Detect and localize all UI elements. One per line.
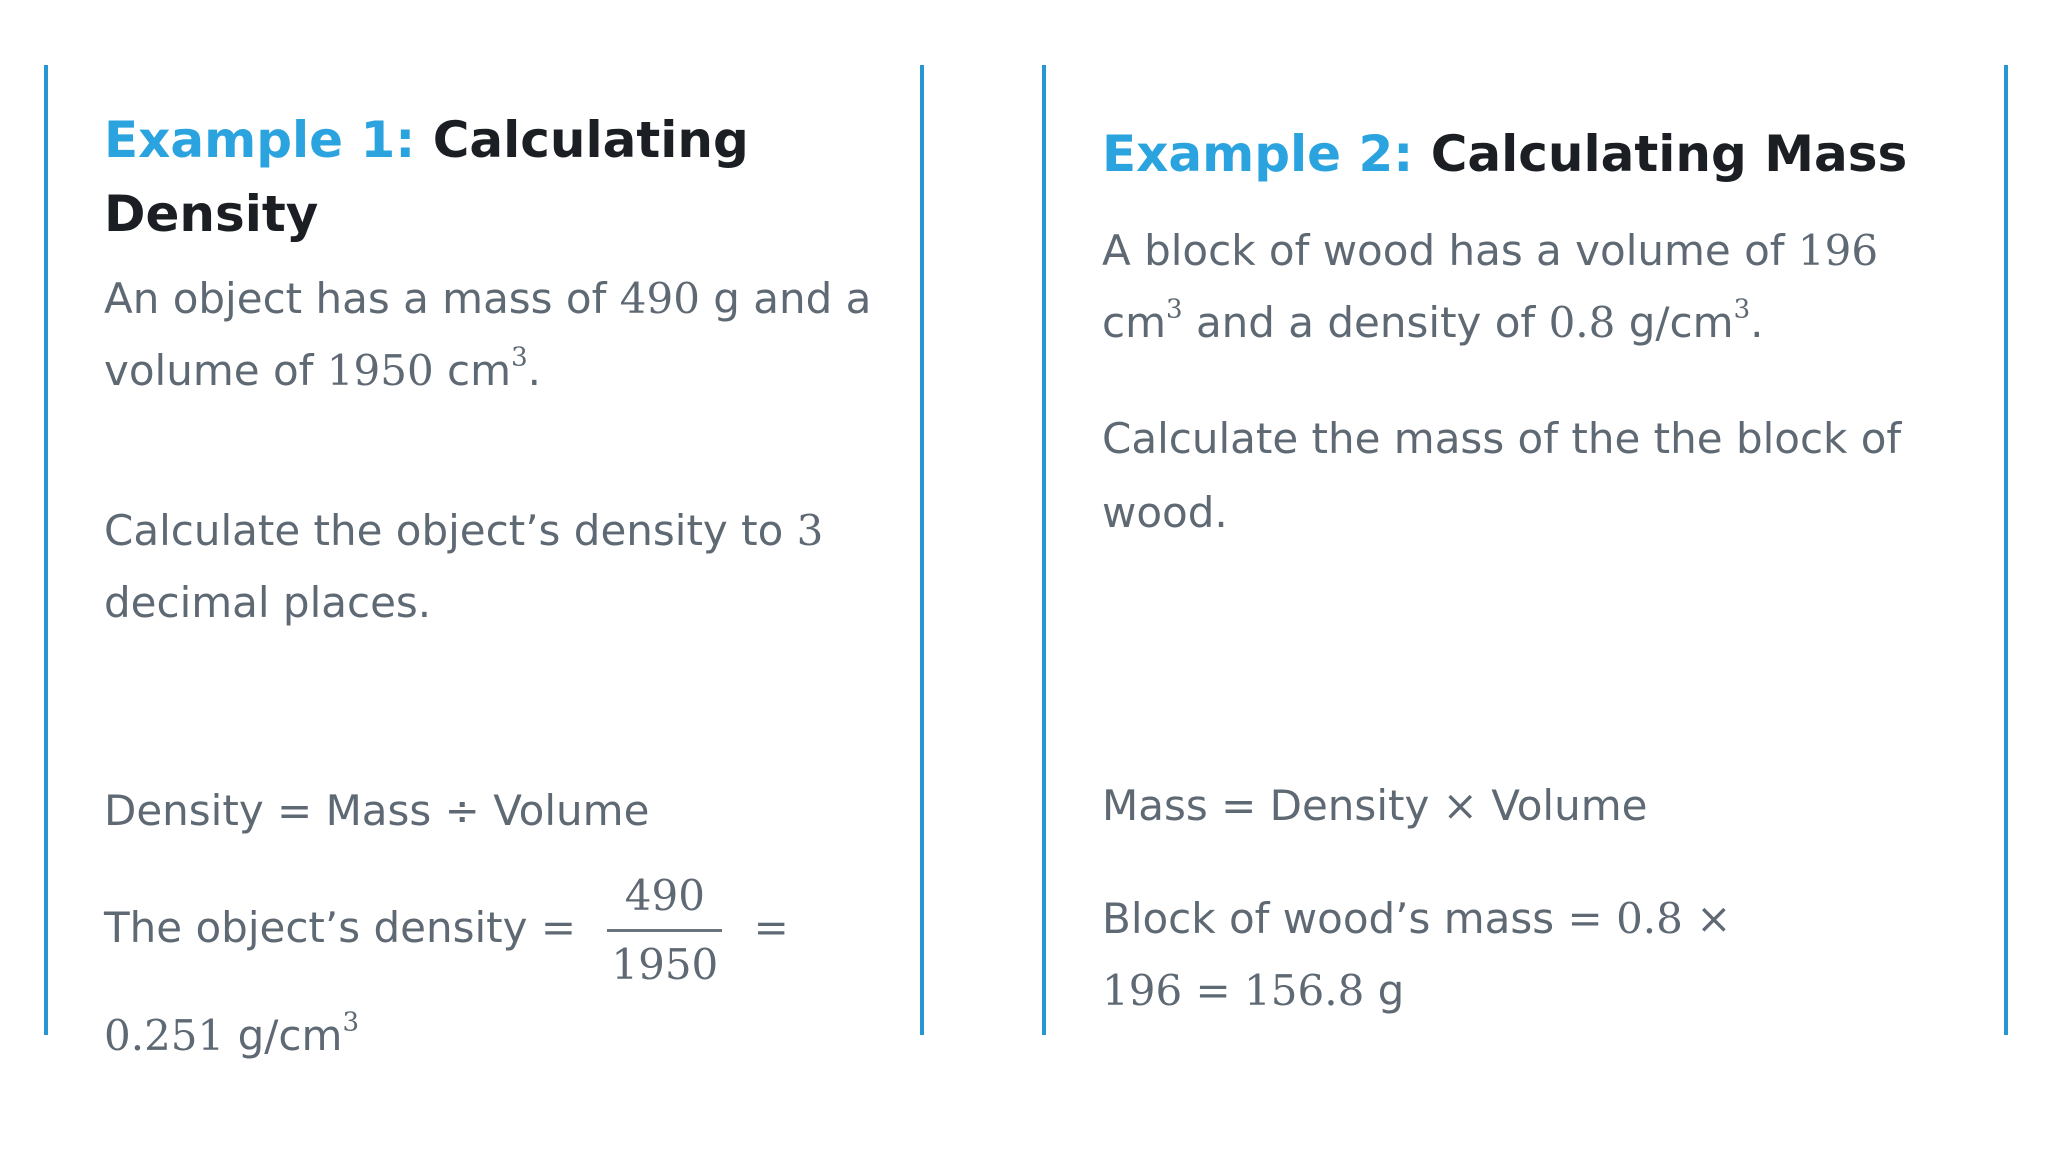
decimal-places-value: 3 <box>796 506 824 555</box>
density-solution <box>104 865 880 1076</box>
example-1-instruction-text <box>104 495 880 639</box>
period: . <box>527 346 541 395</box>
example-2-solution <box>1102 883 1964 1027</box>
volume-value: 1950 <box>326 346 434 395</box>
density-unit: g/cm <box>1628 298 1734 347</box>
mass-value: 490 <box>619 274 700 323</box>
instruction-text-a: Calculate the object’s density to <box>104 506 784 555</box>
volume-exponent: 3 <box>511 342 528 373</box>
fraction-denominator: 1950 <box>611 940 719 989</box>
density-formula: Density = Mass ÷ Volume <box>104 786 650 835</box>
volume-value: 196 <box>1797 226 1879 275</box>
mass-formula <box>1102 770 1964 842</box>
period: . <box>1750 298 1764 347</box>
density-exponent: 3 <box>1733 294 1751 325</box>
problem-text-b: g and a volume of <box>104 274 872 395</box>
example-1-formula <box>104 775 880 847</box>
density-result-unit: g/cm <box>237 1011 343 1060</box>
example-1-problem <box>104 263 880 407</box>
solution-label: The object’s density <box>104 903 528 952</box>
fraction-numerator: 490 <box>624 871 705 920</box>
volume-unit: cm <box>1102 298 1167 347</box>
problem-text-a: An object has a mass of <box>104 274 607 323</box>
example-2-instruction <box>1102 402 1964 550</box>
density-fraction <box>607 865 722 996</box>
solution-calc-b: 196 = 156.8 <box>1102 966 1365 1015</box>
formula-text-b: Volume <box>1491 781 1648 830</box>
solution-label: Block of wood’s mass <box>1102 894 1555 943</box>
density-result-exponent: 3 <box>342 1007 359 1038</box>
example-2-title <box>1102 117 1964 191</box>
example-2-problem <box>1102 215 1964 359</box>
example-1-solution <box>104 865 880 1076</box>
density-value: 0.8 <box>1548 298 1616 347</box>
example-1-instruction <box>104 495 880 639</box>
formula-text-a: Mass = Density <box>1102 781 1430 830</box>
example-1-label: Example 1: <box>104 111 416 169</box>
times-sign: × <box>1442 781 1478 830</box>
example-1-problem-text <box>104 263 880 407</box>
example-1-title-text: Calculating Density <box>104 111 749 243</box>
example-2-label: Example 2: <box>1102 125 1414 183</box>
equals-sign-2: = <box>753 903 789 952</box>
fraction-bar <box>607 929 722 932</box>
solution-calc-a: = 0.8 × <box>1567 894 1732 943</box>
example-2-instruction-text: Calculate the mass of the the block of wood. <box>1102 414 1902 537</box>
example-2-card <box>1042 65 2008 1035</box>
problem-text-a: A block of wood has a volume of <box>1102 226 1785 275</box>
instruction-text-b: decimal places. <box>104 578 432 627</box>
volume-unit: cm <box>447 346 512 395</box>
example-1-heading <box>104 103 880 251</box>
mass-solution <box>1102 883 1964 1027</box>
example-2-heading <box>1102 117 1964 191</box>
volume-exponent: 3 <box>1166 294 1183 325</box>
mass-result-unit: g <box>1377 966 1405 1015</box>
example-2-problem-text <box>1102 215 1964 359</box>
problem-text-b: and a density of <box>1195 298 1536 347</box>
equals-sign: = <box>540 903 577 952</box>
density-result-value: 0.251 <box>104 1011 225 1060</box>
example-2-title-text: Calculating Mass <box>1430 125 1908 183</box>
example-1-title <box>104 103 880 251</box>
example-2-formula <box>1102 770 1964 842</box>
example-1-card <box>44 65 924 1060</box>
